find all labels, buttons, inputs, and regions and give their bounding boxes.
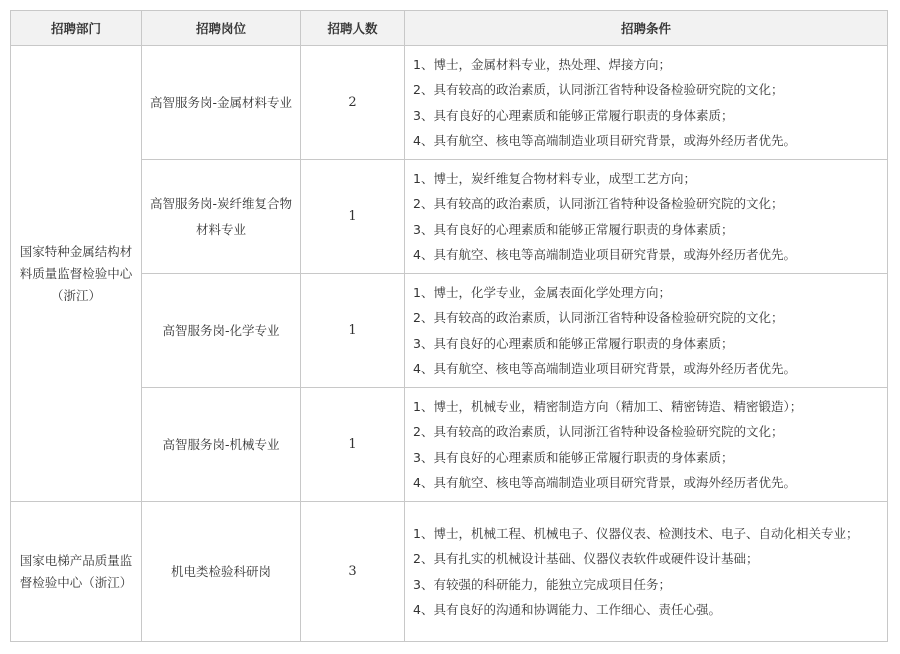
condition-line: 4、具有航空、核电等高端制造业项目研究背景，或海外经历者优先。	[413, 361, 796, 376]
condition-line: 1、博士，机械工程、机械电子、仪器仪表、检测技术、电子、自动化相关专业；	[413, 525, 859, 541]
count-cell: 1	[301, 388, 405, 502]
conditions-cell	[405, 160, 888, 274]
header-position: 招聘岗位	[142, 11, 301, 46]
condition-line: 4、具有航空、核电等高端制造业项目研究背景，或海外经历者优先。	[413, 133, 796, 148]
condition-line: 1、博士，化学专业，金属表面化学处理方向；	[413, 284, 671, 300]
position-cell: 机电类检验科研岗	[142, 502, 301, 642]
table-row	[11, 388, 888, 502]
condition-line: 2、具有扎实的机械设计基础、仪器仪表软件或硬件设计基础；	[413, 551, 759, 566]
condition-line: 2、具有较高的政治素质，认同浙江省特种设备检验研究院的文化；	[413, 196, 784, 211]
condition-line: 3、有较强的科研能力，能独立完成项目任务；	[413, 576, 671, 592]
condition-line: 1、博士，机械专业，精密制造方向（精加工、精密铸造、精密锻造）；	[413, 398, 803, 414]
condition-line: 3、具有良好的心理素质和能够正常履行职责的身体素质；	[413, 221, 734, 237]
conditions-cell	[405, 502, 888, 642]
conditions-cell	[405, 388, 888, 502]
condition-line: 4、具有航空、核电等高端制造业项目研究背景，或海外经历者优先。	[413, 247, 796, 262]
header-count: 招聘人数	[301, 11, 405, 46]
recruitment-table	[10, 10, 888, 642]
count-cell: 1	[301, 274, 405, 388]
position-cell: 高智服务岗-炭纤维复合物材料专业	[142, 160, 301, 274]
condition-line: 3、具有良好的心理素质和能够正常履行职责的身体素质；	[413, 449, 734, 465]
condition-line: 1、博士，炭纤维复合物材料专业，成型工艺方向；	[413, 170, 696, 186]
count-cell: 1	[301, 160, 405, 274]
count-cell: 3	[301, 502, 405, 642]
condition-line: 1、博士，金属材料专业，热处理、焊接方向；	[413, 56, 671, 72]
header-conditions: 招聘条件	[405, 11, 888, 46]
condition-line: 3、具有良好的心理素质和能够正常履行职责的身体素质；	[413, 335, 734, 351]
table-row	[11, 502, 888, 642]
condition-line: 4、具有良好的沟通和协调能力、工作细心、责任心强。	[413, 602, 721, 617]
condition-line: 2、具有较高的政治素质，认同浙江省特种设备检验研究院的文化；	[413, 310, 784, 325]
condition-line: 3、具有良好的心理素质和能够正常履行职责的身体素质；	[413, 107, 734, 123]
table-row	[11, 274, 888, 388]
position-cell: 高智服务岗-金属材料专业	[142, 46, 301, 160]
condition-line: 2、具有较高的政治素质，认同浙江省特种设备检验研究院的文化；	[413, 424, 784, 439]
conditions-cell	[405, 46, 888, 160]
header-department: 招聘部门	[11, 11, 142, 46]
table-row	[11, 46, 888, 160]
table-header-row	[11, 11, 888, 46]
position-cell: 高智服务岗-化学专业	[142, 274, 301, 388]
department-cell: 国家电梯产品质量监督检验中心（浙江）	[11, 502, 142, 642]
count-cell: 2	[301, 46, 405, 160]
table-row	[11, 160, 888, 274]
condition-line: 4、具有航空、核电等高端制造业项目研究背景，或海外经历者优先。	[413, 475, 796, 490]
position-cell: 高智服务岗-机械专业	[142, 388, 301, 502]
condition-line: 2、具有较高的政治素质，认同浙江省特种设备检验研究院的文化；	[413, 82, 784, 97]
conditions-cell	[405, 274, 888, 388]
department-cell: 国家特种金属结构材料质量监督检验中心（浙江）	[11, 46, 142, 502]
